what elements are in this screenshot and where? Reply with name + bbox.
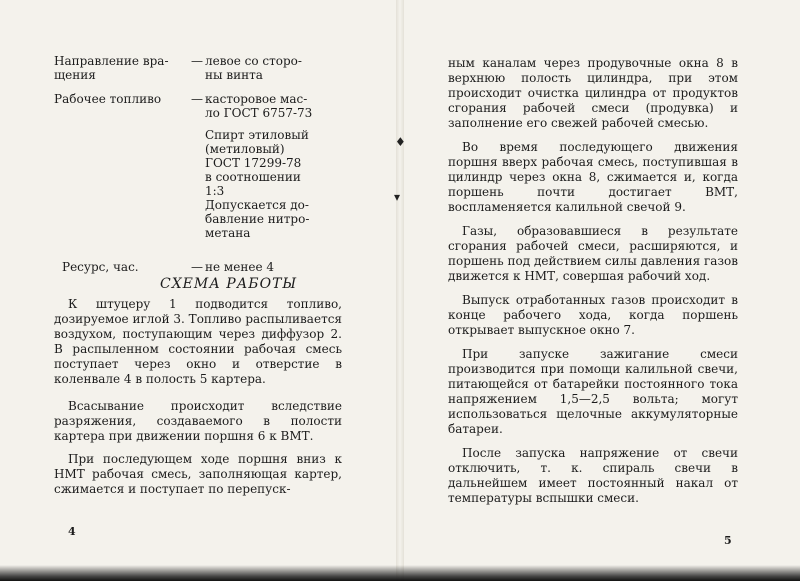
spec-value-fuel-alt: Спирт этиловый (метиловый) ГОСТ 17299-78 в соотношении 1:3 Допускается до- бавление нитро- метана [205, 128, 310, 240]
paragraph: Выпуск отработанных газов происходит в конце рабочего хода, когда поршень открывает выпускное окно 7. [448, 293, 738, 337]
gutter-mark-icon: ▾ [394, 190, 401, 204]
left-text-block [54, 297, 342, 497]
spec-dash: — [191, 92, 203, 106]
spec-dash: — [191, 260, 203, 274]
spec-value-rotation: левое со сторо- ны винта [205, 54, 302, 82]
right-page [400, 0, 800, 581]
paragraph: К штуцеру 1 подводится топливо, дозируемое иглой 3. Топливо распыливается воздухом, поступающим через диффузор 2. В распыленном состоянии рабочая смесь поступает через окно и отверстие в коленвале 4 в полость 5 картера. [54, 297, 342, 386]
paragraph: ным каналам через продувочные окна 8 в верхнюю полость цилиндра, при этом происходит очистка цилиндра от продуктов сгорания рабочей смеси (продувка) и заполнение его свежей рабочей смесью. [448, 56, 738, 130]
gutter-mark-icon: ♦ [395, 135, 406, 149]
scan-bottom-edge [0, 565, 800, 581]
spec-dash: — [191, 54, 203, 68]
page-number-left: 4 [68, 525, 76, 538]
paragraph: Газы, образовавшиеся в результате сгорания рабочей смеси, расширяются, и поршень под действием силы давления газов движется к НМТ, совершая рабочий ход. [448, 224, 738, 283]
paragraph: После запуска напряжение от свечи отключить, т. к. спираль свечи в дальнейшем имеет постоянный накал от температуры вспышки смеси. [448, 446, 738, 505]
spec-label-rotation: Направление вра- щения [54, 54, 169, 82]
paragraph: Во время последующего движения поршня вверх рабочая смесь, поступившая в цилиндр через окна 8, сжимается и, когда поршень почти достигает ВМТ, воспламеняется калильной свечой 9. [448, 140, 738, 214]
spec-label-fuel: Рабочее топливо [54, 92, 162, 106]
section-heading: СХЕМА РАБОТЫ [160, 276, 298, 292]
paragraph: Всасывание происходит вследствие разряжения, создаваемого в полости картера при движении поршня 6 к ВМТ. [54, 399, 342, 443]
paragraph: При последующем ходе поршня вниз к НМТ рабочая смесь, заполняющая картер, сжимается и поступает по перепуск- [54, 452, 342, 496]
page-number-right: 5 [724, 534, 732, 547]
spec-label-resource: Ресурс, час. [62, 260, 139, 274]
right-text-block [448, 56, 738, 506]
paragraph: При запуске зажигание смеси производится при помощи калильной свечи, питающейся от батарейки постоянного тока напряжением 1,5—2,5 вольта; могут использоваться щелочные аккумуляторные батареи. [448, 347, 738, 436]
spec-value-fuel: касторовое мас- ло ГОСТ 6757-73 [205, 92, 313, 120]
spec-value-resource: не менее 4 [205, 260, 274, 274]
